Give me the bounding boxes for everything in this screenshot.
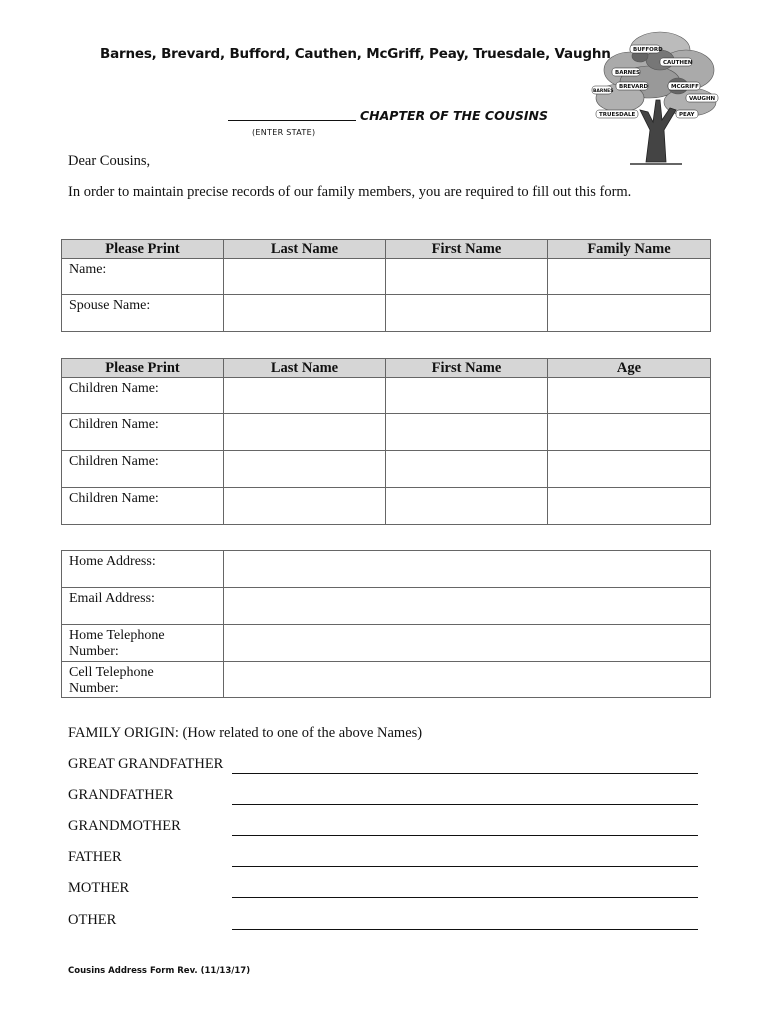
origin-label: OTHER — [68, 912, 117, 928]
origin-label: FATHER — [68, 849, 122, 865]
greeting: Dear Cousins, — [68, 153, 151, 169]
children-table — [61, 358, 711, 525]
last-name-field[interactable] — [224, 488, 386, 525]
table-row — [62, 295, 711, 332]
row-label: Spouse Name: — [69, 298, 151, 313]
logo-label: TRUESDALE — [599, 112, 636, 118]
chapter-title: CHAPTER OF THE COUSINS — [360, 108, 548, 123]
first-name-field[interactable] — [386, 414, 548, 451]
last-name-field[interactable] — [224, 295, 386, 332]
column-header: Age — [548, 359, 711, 378]
first-name-field[interactable] — [386, 295, 548, 332]
email-address-field[interactable] — [224, 588, 711, 625]
origin-row — [68, 818, 698, 838]
father-line[interactable] — [232, 866, 698, 867]
age-field[interactable] — [548, 414, 711, 451]
row-label: Name: — [69, 262, 107, 277]
first-name-field[interactable] — [386, 488, 548, 525]
last-name-field[interactable] — [224, 378, 386, 414]
column-header: First Name — [386, 359, 548, 378]
origin-row — [68, 787, 698, 807]
row-label: Email Address: — [69, 591, 155, 606]
row-label: Children Name: — [69, 454, 159, 469]
great-grandfather-line[interactable] — [232, 773, 698, 774]
origin-row — [68, 756, 698, 776]
intro-text: In order to maintain precise records of our family members, you are required to fill out this form. — [68, 184, 632, 200]
origin-label: MOTHER — [68, 880, 130, 896]
last-name-field[interactable] — [224, 451, 386, 488]
row-label-cell — [62, 625, 224, 662]
table-row — [62, 588, 711, 625]
last-name-field[interactable] — [224, 414, 386, 451]
row-label-cell — [62, 551, 224, 588]
table-row — [62, 414, 711, 451]
origin-row — [68, 912, 698, 932]
table-row — [62, 259, 711, 295]
logo-label: BARNES — [593, 89, 614, 94]
surnames-heading: Barnes, Brevard, Bufford, Cauthen, McGriff, Peay, Truesdale, Vaughn — [100, 46, 611, 62]
logo-label: BREVARD — [619, 84, 649, 90]
column-header: Last Name — [224, 359, 386, 378]
home-address-field[interactable] — [224, 551, 711, 588]
age-field[interactable] — [548, 488, 711, 525]
logo-label: BARNES — [615, 70, 641, 76]
column-header: First Name — [386, 240, 548, 259]
family-name-field[interactable] — [548, 259, 711, 295]
row-label-cell — [62, 378, 224, 414]
row-label: Children Name: — [69, 381, 159, 396]
logo-label: PEAY — [679, 112, 695, 118]
row-label-cell — [62, 662, 224, 698]
row-label-cell — [62, 259, 224, 295]
row-label-cell — [62, 451, 224, 488]
enter-state-caption: (ENTER STATE) — [252, 128, 316, 137]
home-telephone-field[interactable] — [224, 625, 711, 662]
first-name-field[interactable] — [386, 451, 548, 488]
name-table — [61, 239, 711, 332]
table-row — [62, 488, 711, 525]
footer-revision: Cousins Address Form Rev. (11/13/17) — [68, 966, 251, 976]
logo-label: BUFFORD — [633, 47, 663, 53]
grandmother-line[interactable] — [232, 835, 698, 836]
family-tree-logo — [590, 20, 722, 166]
row-label: Children Name: — [69, 491, 159, 506]
row-label-cell — [62, 488, 224, 525]
logo-label: CAUTHEN — [663, 60, 693, 66]
table-row — [62, 451, 711, 488]
grandfather-line[interactable] — [232, 804, 698, 805]
age-field[interactable] — [548, 378, 711, 414]
state-blank-line[interactable] — [228, 108, 356, 121]
row-label: Home Address: — [69, 554, 156, 569]
logo-label: MCGRIFF — [671, 84, 699, 90]
chapter-heading — [228, 108, 548, 123]
row-label-cell — [62, 414, 224, 451]
table-row — [62, 551, 711, 588]
column-header: Last Name — [224, 240, 386, 259]
origin-row — [68, 880, 698, 900]
column-header: Family Name — [548, 240, 711, 259]
row-label-cell — [62, 295, 224, 332]
age-field[interactable] — [548, 451, 711, 488]
table-row — [62, 625, 711, 662]
row-label: Children Name: — [69, 417, 159, 432]
cell-telephone-field[interactable] — [224, 662, 711, 698]
row-label: Home Telephone Number: — [69, 628, 165, 659]
other-line[interactable] — [232, 929, 698, 930]
column-header: Please Print — [62, 240, 224, 259]
first-name-field[interactable] — [386, 259, 548, 295]
logo-label: VAUGHN — [689, 96, 716, 102]
contact-table — [61, 550, 711, 698]
column-header: Please Print — [62, 359, 224, 378]
origin-row — [68, 849, 698, 869]
row-label-cell — [62, 588, 224, 625]
origin-label: GRANDFATHER — [68, 787, 174, 803]
mother-line[interactable] — [232, 897, 698, 898]
origin-label: GREAT GRANDFATHER — [68, 756, 224, 772]
table-row — [62, 378, 711, 414]
row-label: Cell Telephone Number: — [69, 665, 154, 696]
table-row — [62, 662, 711, 698]
family-origin-heading: FAMILY ORIGIN: (How related to one of the above Names) — [68, 725, 423, 741]
origin-label: GRANDMOTHER — [68, 818, 181, 834]
family-name-field[interactable] — [548, 295, 711, 332]
last-name-field[interactable] — [224, 259, 386, 295]
first-name-field[interactable] — [386, 378, 548, 414]
